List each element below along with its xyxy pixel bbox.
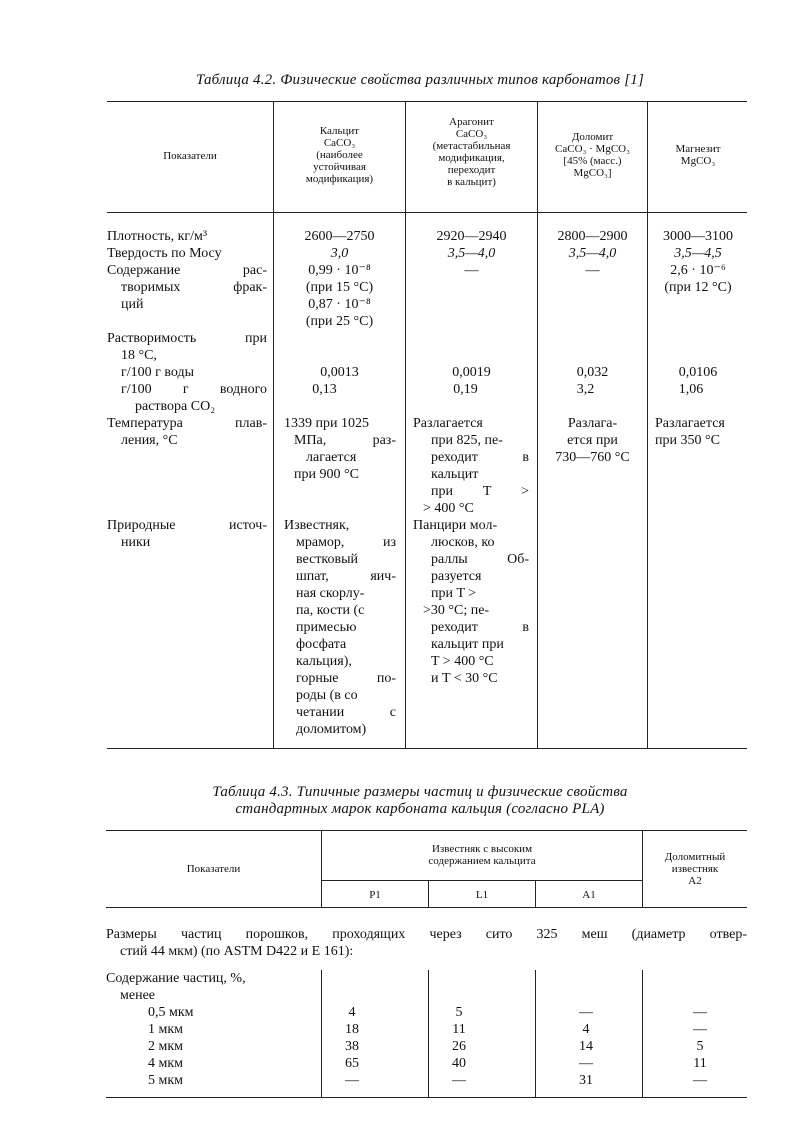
cell: при 350 °C — [655, 433, 720, 448]
cell: 0,0106 — [678, 365, 718, 380]
header-line: [45% (масс.) — [563, 155, 622, 167]
cell: разуется — [431, 569, 482, 584]
cell: 65 — [345, 1056, 359, 1071]
header-line: в кальцит) — [447, 176, 496, 188]
aragonite-sources — [413, 517, 529, 687]
t43-header-indicators — [106, 863, 321, 875]
cell: 18 — [345, 1022, 359, 1037]
table-4-3-header-rule — [106, 907, 747, 908]
label-line: раствора CO₂ — [135, 399, 216, 414]
table-row — [0, 1055, 795, 1072]
t43-header-group — [322, 843, 642, 867]
table-row — [0, 1072, 795, 1089]
cell: 0,87 · 10⁻⁸ — [308, 297, 371, 312]
calcite-melting — [284, 415, 396, 483]
calcite-solubility — [274, 364, 405, 398]
note-line: стий 44 мкм) (по ASTM D422 и E 161): — [120, 944, 354, 959]
caption-line: стандартных марок карбоната кальция (согласно PLA) — [235, 801, 605, 817]
label-line: ники — [121, 535, 151, 550]
calcite-col-top — [274, 228, 405, 330]
cell: (при 12 °C) — [664, 280, 732, 295]
cell: 11 — [452, 1022, 466, 1037]
cell: 0,99 · 10⁻⁸ — [308, 263, 371, 278]
cell: вестковый — [296, 552, 359, 567]
cell: 3,2 — [576, 382, 595, 397]
cell: 14 — [579, 1039, 593, 1054]
caption-line: Таблица 4.3. Типичные размеры частиц и физические свойства — [212, 784, 628, 800]
calcite-sources — [284, 517, 396, 738]
magnesite-melting — [655, 415, 747, 449]
cell: > 400 °C — [423, 501, 474, 516]
cell: при T > — [431, 586, 477, 601]
cell: Разлага- — [567, 416, 618, 431]
cell: мрамор, из — [296, 535, 396, 550]
cell: (при 25 °C) — [305, 314, 374, 329]
label-line: г/100 г воды — [121, 365, 195, 380]
cell: 1,06 — [678, 382, 704, 397]
label-line: г/100 г водного — [121, 382, 267, 397]
cell: — — [579, 1005, 593, 1020]
header-text: Показатели — [186, 863, 241, 875]
header-line: переходит — [447, 164, 496, 176]
cell: ется при — [567, 433, 618, 448]
cell: 5 — [696, 1039, 704, 1054]
header-text: A1 — [582, 889, 596, 901]
aragonite-col-top — [406, 228, 537, 279]
header-line: MgCO₃] — [573, 167, 612, 179]
header-line: устойчивая — [313, 161, 366, 173]
cell: — — [693, 1005, 707, 1020]
header-line: MgCO₃ — [680, 155, 716, 167]
cell: Известняк, — [284, 518, 350, 533]
header-line: (метастабильная — [432, 140, 511, 152]
cell: 2600—2750 — [304, 229, 375, 244]
cell: 11 — [693, 1056, 707, 1071]
row-label: 2 мкм — [148, 1039, 184, 1054]
label-line: Температура плав- — [107, 416, 267, 431]
label-density: Плотность, кг/м³ — [107, 229, 208, 244]
cell: 0,13 — [312, 382, 337, 397]
cell: 730—760 °C — [555, 450, 630, 465]
header-indicators-text: Показатели — [163, 150, 217, 162]
table-row — [0, 1021, 795, 1038]
cell: шпат, яич- — [296, 569, 396, 584]
t43-header-p1 — [322, 889, 428, 901]
t43-content-label — [106, 970, 316, 1004]
header-magnesite — [648, 143, 748, 167]
cell: раллы Об- — [431, 552, 529, 567]
cell: 2920—2940 — [436, 229, 507, 244]
cell: 0,032 — [576, 365, 609, 380]
header-line: Магнезит — [675, 143, 721, 155]
cell: 3,0 — [330, 246, 349, 261]
cell: (при 15 °C) — [305, 280, 374, 295]
row-label: 4 мкм — [148, 1056, 184, 1071]
t43-header-a1 — [536, 889, 642, 901]
table-4-2-top-rule — [107, 101, 747, 102]
table-4-2-header-rule — [107, 212, 747, 213]
header-line: модификация) — [305, 173, 374, 185]
header-line: Известняк с высоким — [431, 843, 533, 855]
table-4-3-top-rule — [106, 830, 747, 831]
header-calcite — [274, 125, 405, 185]
label-line: Природные источ- — [107, 518, 267, 533]
cell: — — [585, 263, 600, 278]
cell: 3000—3100 — [663, 229, 733, 244]
header-line: CaCO₃ — [323, 137, 356, 149]
cell: — — [345, 1073, 359, 1088]
table-4-2-caption: Таблица 4.2. Физические свойства различных типов карбонатов [1] — [195, 72, 644, 88]
col-divider-1 — [273, 101, 274, 748]
cell: 3,5—4,0 — [447, 246, 496, 261]
table-row — [0, 1004, 795, 1021]
header-line: Доломит — [571, 131, 614, 143]
header-line: CaCO₃ · MgCO₃ — [555, 143, 630, 155]
header-text: P1 — [369, 889, 381, 901]
label-line: менее — [120, 988, 155, 1003]
header-line: Арагонит — [449, 116, 494, 128]
cell: Панцири мол- — [413, 518, 498, 533]
cell: Разлагается — [655, 416, 725, 431]
cell: 3,5—4,0 — [568, 246, 617, 261]
header-line: содержанием кальцита — [428, 855, 536, 867]
cell: 3,5—4,5 — [674, 246, 722, 261]
label-soluble-2: творимых фрак- — [121, 280, 267, 295]
cell: 4 — [348, 1005, 356, 1020]
cell: 2800—2900 — [557, 229, 628, 244]
t43-section-note — [106, 926, 747, 960]
magnesite-solubility — [648, 364, 748, 398]
cell: >30 °C; пе- — [423, 603, 490, 618]
cell: — — [464, 263, 479, 278]
aragonite-solubility — [406, 364, 537, 398]
cell: 0,19 — [453, 382, 478, 397]
label-line: Растворимость при — [107, 331, 267, 346]
cell: 26 — [452, 1039, 466, 1054]
label-solubility — [107, 330, 267, 415]
header-text: L1 — [475, 889, 489, 901]
cell: кальцит — [431, 467, 479, 482]
row-label: 1 мкм — [148, 1022, 184, 1037]
dolomite-melting — [538, 415, 647, 466]
cell: па, кости (с — [296, 603, 365, 618]
cell: 1339 при 1025 — [284, 416, 369, 431]
header-aragonite — [406, 116, 537, 188]
cell: реходит в — [431, 450, 529, 465]
cell: — — [693, 1022, 707, 1037]
magnesite-col-top — [648, 228, 748, 296]
header-line: (наиболее — [316, 149, 363, 161]
table-4-2-bottom-rule — [107, 748, 747, 749]
cell: 38 — [345, 1039, 359, 1054]
row-label: 5 мкм — [148, 1073, 184, 1088]
note-line: Размеры частиц порошков, проходящих через сито 325 меш (диаметр отвер- — [106, 927, 747, 942]
cell: МПа, раз- — [294, 433, 396, 448]
header-line: Кальцит — [319, 125, 360, 137]
label-soluble-3: ций — [121, 297, 144, 312]
cell: фосфата — [296, 637, 347, 652]
cell: горные по- — [296, 671, 396, 686]
cell: Разлагается — [413, 416, 483, 431]
cell: и T < 30 °C — [431, 671, 498, 686]
cell: примесью — [296, 620, 357, 635]
aragonite-melting — [413, 415, 529, 517]
cell: лагается — [306, 450, 357, 465]
cell: 2,6 · 10⁻⁶ — [670, 263, 726, 278]
dolomite-solubility — [538, 364, 647, 398]
cell: при T > — [431, 484, 529, 499]
cell: роды (в со — [296, 688, 358, 703]
cell: доломитом) — [296, 722, 367, 737]
header-line: Доломитный — [664, 851, 726, 863]
t43-header-a2 — [643, 851, 747, 887]
label-line: Содержание частиц, %, — [106, 971, 246, 986]
header-line: модификация, — [438, 152, 505, 164]
cell: 31 — [579, 1073, 593, 1088]
cell: ная скорлу- — [296, 586, 365, 601]
cell: кальцит при — [431, 637, 504, 652]
cell: при 900 °C — [294, 467, 359, 482]
label-hardness: Твердость по Мосу — [107, 246, 222, 261]
cell: 0,0019 — [452, 365, 491, 380]
dolomite-col-top — [538, 228, 647, 279]
row-label: 0,5 мкм — [148, 1005, 194, 1020]
cell: — — [693, 1073, 707, 1088]
row-labels — [107, 228, 267, 313]
header-line: известняк — [671, 863, 719, 875]
t43-header-l1 — [429, 889, 535, 901]
header-dolomite — [538, 131, 647, 179]
cell: 0,0013 — [320, 365, 359, 380]
cell: при 825, пе- — [431, 433, 503, 448]
col-divider-2 — [405, 101, 406, 748]
label-melting — [107, 415, 267, 449]
cell: люсков, ко — [431, 535, 495, 550]
header-indicators — [107, 150, 273, 162]
cell: T > 400 °C — [431, 654, 494, 669]
header-line: A2 — [688, 875, 702, 887]
table-4-3-caption — [100, 784, 740, 818]
label-line: 18 °C, — [121, 348, 157, 363]
cell: 5 — [455, 1005, 463, 1020]
label-sources — [107, 517, 267, 551]
table-4-3-bottom-rule — [106, 1097, 747, 1098]
cell: — — [452, 1073, 466, 1088]
table-row — [0, 1038, 795, 1055]
cell: четании с — [296, 705, 396, 720]
col-divider-4 — [647, 101, 648, 748]
cell: 4 — [582, 1022, 590, 1037]
cell: кальция), — [296, 654, 352, 669]
label-line: ления, °C — [121, 433, 178, 448]
table-4-3-subheader-rule — [321, 880, 642, 881]
header-line: CaCO₃ — [455, 128, 488, 140]
cell: 40 — [452, 1056, 466, 1071]
cell: — — [579, 1056, 593, 1071]
label-soluble-1: Содержание рас- — [107, 263, 267, 278]
cell: реходит в — [431, 620, 529, 635]
